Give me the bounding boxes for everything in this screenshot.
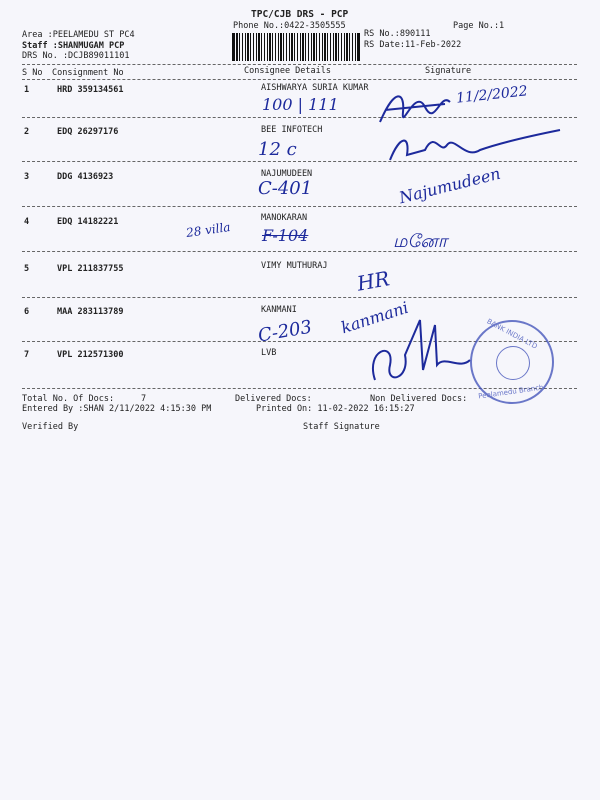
handwritten-signature: மனோ [393, 231, 448, 252]
signature-scribble [365, 310, 475, 390]
staff-label: Staff :SHANMUGAM PCP [22, 41, 125, 51]
row-sno: 4 [24, 217, 30, 227]
handwritten-note: 28 villa [185, 219, 232, 241]
stamp-emblem [496, 346, 530, 380]
handwritten-note: C-401 [258, 178, 313, 199]
row-consignment: MAA 283113789 [57, 307, 124, 317]
col-consignee: Consignee Details [244, 66, 331, 76]
total-docs-value: 7 [141, 394, 147, 404]
row-consignment: EDQ 14182221 [57, 217, 119, 227]
row-consignee: NAJUMUDEEN [261, 169, 313, 179]
handwritten-note: 100 | 111 [262, 95, 339, 114]
row-consignee: LVB [261, 348, 277, 358]
handwritten-date: 11/2/2022 [455, 83, 529, 107]
rs-date: RS Date:11-Feb-2022 [364, 40, 462, 50]
stamp-text-bottom: Peelamedu Branch [477, 383, 544, 401]
handwritten-note: HR [355, 266, 392, 296]
row-sno: 6 [24, 307, 30, 317]
handwritten-note: 12 c [258, 139, 297, 160]
staff-signature-label: Staff Signature [303, 422, 380, 432]
row-sno: 1 [24, 85, 30, 95]
row-divider [22, 206, 577, 207]
row-consignee: MANOKARAN [261, 213, 308, 223]
row-divider [22, 251, 577, 252]
printed-on: Printed On: 11-02-2022 16:15:27 [256, 404, 415, 414]
row-sno: 7 [24, 350, 30, 360]
barcode [232, 33, 360, 61]
rs-number: RS No.:890111 [364, 29, 431, 39]
row-consignment: DDG 4136923 [57, 172, 114, 182]
row-consignment: HRD 359134561 [57, 85, 124, 95]
area-label: Area :PEELAMEDU ST PC4 [22, 30, 135, 40]
non-delivered-docs-label: Non Delivered Docs: [370, 394, 468, 404]
header-divider-bottom [22, 79, 577, 80]
entered-by: Entered By :SHAN 2/11/2022 4:15:30 PM [22, 404, 212, 414]
col-sno: S No [22, 68, 43, 78]
row-consignment: VPL 211837755 [57, 264, 124, 274]
col-signature: Signature [425, 66, 472, 76]
verified-by-label: Verified By [22, 422, 79, 432]
signature-scribble [385, 125, 575, 170]
row-consignee: BEE INFOTECH [261, 125, 323, 135]
handwritten-note: C-203 [256, 316, 314, 347]
row-sno: 5 [24, 264, 30, 274]
row-consignee: VIMY MUTHURAJ [261, 261, 328, 271]
document-title: TPC/CJB DRS - PCP [251, 9, 349, 20]
col-consignment: Consignment No [52, 68, 124, 78]
handwritten-signature: kanmani [338, 297, 411, 338]
row-divider [22, 117, 577, 118]
row-sno: 2 [24, 127, 30, 137]
header-divider-top [22, 64, 577, 65]
bank-stamp [470, 317, 554, 404]
row-consignment: EDQ 26297176 [57, 127, 119, 137]
handwritten-note: F-104 [262, 226, 309, 245]
phone-number: Phone No.:0422-3505555 [233, 21, 346, 31]
row-consignment: VPL 212571300 [57, 350, 124, 360]
row-consignee: KANMANI [261, 305, 297, 315]
row-sno: 3 [24, 172, 30, 182]
handwritten-signature: Najumudeen [397, 163, 503, 208]
stamp-text-top: BANK INDIA LTD [485, 317, 539, 351]
page-number: Page No.:1 [453, 21, 505, 31]
delivered-docs-label: Delivered Docs: [235, 394, 312, 404]
total-docs-label: Total No. Of Docs: [22, 394, 115, 404]
row-divider [22, 297, 577, 298]
row-consignee: AISHWARYA SURIA KUMAR [261, 83, 369, 93]
drs-number: DRS No. :DCJB89011101 [22, 51, 130, 61]
